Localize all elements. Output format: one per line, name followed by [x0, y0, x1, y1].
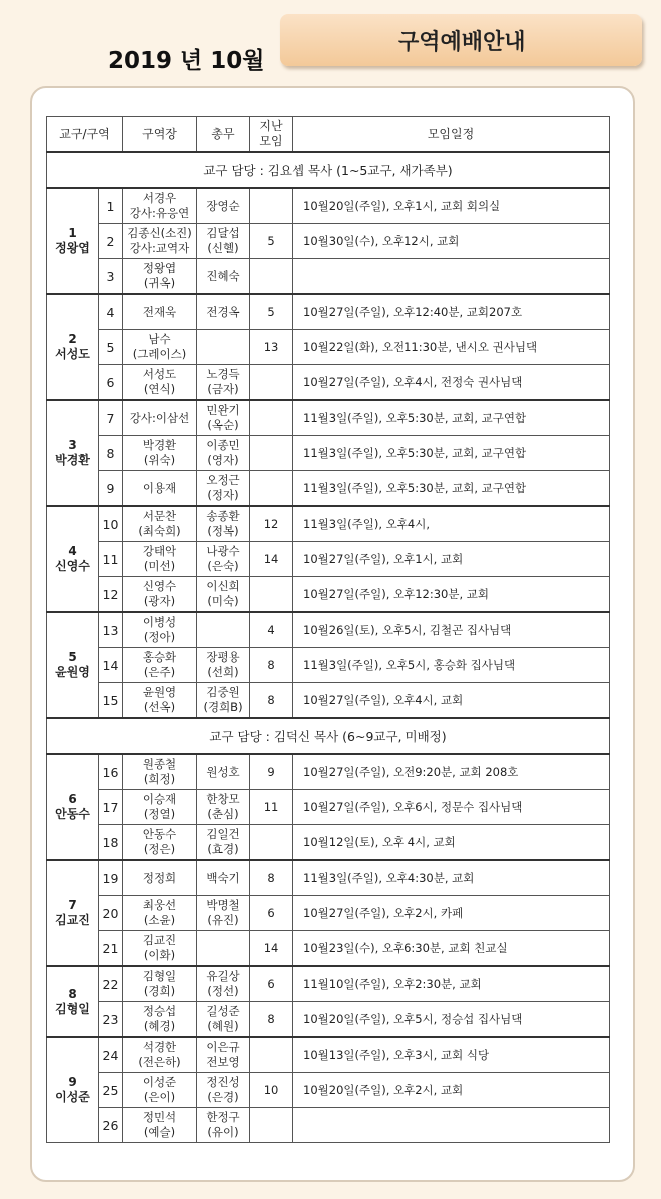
- table-row: [47, 259, 610, 295]
- table-row: [47, 224, 610, 259]
- meeting-schedule: 10월20일(주일), 오후2시, 교회: [293, 1073, 610, 1108]
- last-meeting-count: 14: [250, 542, 293, 577]
- district-secretary: 길성준 (혜원): [197, 1002, 250, 1038]
- meeting-schedule: 10월22일(화), 오전11:30분, 낸시오 권사님댁: [293, 330, 610, 365]
- district-leader: 김교진 (이화): [123, 931, 197, 967]
- last-meeting-count: 8: [250, 1002, 293, 1038]
- district-leader: 이성준 (은이): [123, 1073, 197, 1108]
- table-row: [47, 506, 610, 542]
- meeting-schedule: 11월10일(주일), 오후2:30분, 교회: [293, 966, 610, 1002]
- table-row: [47, 577, 610, 613]
- district-leader: 정왕엽 (귀옥): [123, 259, 197, 295]
- parish-cell: [47, 506, 99, 612]
- district-number: 4: [99, 294, 123, 330]
- table-header-row: [47, 117, 610, 153]
- district-leader: 이승재 (정열): [123, 790, 197, 825]
- meeting-schedule: 10월27일(주일), 오후12:40분, 교회207호: [293, 294, 610, 330]
- district-secretary: 이신희 (미숙): [197, 577, 250, 613]
- table-row: [47, 931, 610, 967]
- meeting-schedule: 10월27일(주일), 오후6시, 정문수 집사님댁: [293, 790, 610, 825]
- parish-head-name: 정왕엽: [55, 241, 90, 255]
- meeting-schedule: 10월27일(주일), 오후2시, 카페: [293, 896, 610, 931]
- parish-number: 2: [68, 332, 77, 346]
- meeting-schedule: [293, 1108, 610, 1143]
- section-label: 교구 담당 : 김덕신 목사 (6~9교구, 미배정): [47, 718, 610, 754]
- title-banner: [280, 14, 642, 66]
- district-number: 23: [99, 1002, 123, 1038]
- last-meeting-count: [250, 577, 293, 613]
- district-leader: 서경우 강사:유응연: [123, 188, 197, 224]
- col-header-last-meeting: 지난 모임: [250, 117, 293, 153]
- district-number: 3: [99, 259, 123, 295]
- parish-head-name: 김교진: [55, 913, 90, 927]
- section-header-row: [47, 152, 610, 188]
- district-leader: 전재욱: [123, 294, 197, 330]
- table-row: [47, 648, 610, 683]
- district-secretary: 정진성 (은경): [197, 1073, 250, 1108]
- meeting-schedule: [293, 259, 610, 295]
- col-header-secretary: 총무: [197, 117, 250, 153]
- table-row: [47, 754, 610, 790]
- table-row: [47, 683, 610, 719]
- district-secretary: 장영순: [197, 188, 250, 224]
- col-header-district: 교구/구역: [47, 117, 123, 153]
- district-secretary: 김일건 (효경): [197, 825, 250, 861]
- table-row: [47, 365, 610, 401]
- district-number: 8: [99, 436, 123, 471]
- last-meeting-count: 12: [250, 506, 293, 542]
- last-meeting-count: [250, 471, 293, 507]
- district-leader: 강사:이삼선: [123, 400, 197, 436]
- district-number: 10: [99, 506, 123, 542]
- parish-head-name: 서성도: [55, 347, 90, 361]
- district-secretary: 송종환 (정복): [197, 506, 250, 542]
- table-row: [47, 1037, 610, 1073]
- last-meeting-count: 5: [250, 294, 293, 330]
- last-meeting-count: 8: [250, 860, 293, 896]
- last-meeting-count: [250, 188, 293, 224]
- district-leader: 남수 (그레이스): [123, 330, 197, 365]
- last-meeting-count: [250, 1037, 293, 1073]
- district-number: 19: [99, 860, 123, 896]
- meeting-schedule: 10월12일(토), 오후 4시, 교회: [293, 825, 610, 861]
- page-heading-date: 2019 년 10월: [108, 48, 265, 74]
- last-meeting-count: 11: [250, 790, 293, 825]
- last-meeting-count: [250, 1108, 293, 1143]
- parish-number: 1: [68, 226, 77, 240]
- district-secretary: 김중원 (경희B): [197, 683, 250, 719]
- page-title: 구역예배안내: [398, 30, 526, 55]
- district-secretary: 민완기 (옥순): [197, 400, 250, 436]
- district-number: 24: [99, 1037, 123, 1073]
- parish-head-name: 안동수: [55, 807, 90, 821]
- meeting-schedule: 11월3일(주일), 오후4시,: [293, 506, 610, 542]
- parish-cell: [47, 966, 99, 1037]
- table-row: [47, 825, 610, 861]
- district-leader: 정승섭 (혜경): [123, 1002, 197, 1038]
- last-meeting-count: 5: [250, 224, 293, 259]
- parish-number: 3: [68, 438, 77, 452]
- last-meeting-count: [250, 436, 293, 471]
- meeting-schedule: 11월3일(주일), 오후5:30분, 교회, 교구연합: [293, 436, 610, 471]
- col-header-leader: 구역장: [123, 117, 197, 153]
- parish-cell: [47, 754, 99, 860]
- meeting-schedule: 10월27일(주일), 오전9:20분, 교회 208호: [293, 754, 610, 790]
- district-number: 25: [99, 1073, 123, 1108]
- parish-number: 8: [68, 986, 77, 1001]
- district-number: 14: [99, 648, 123, 683]
- last-meeting-count: 8: [250, 648, 293, 683]
- parish-number: 5: [68, 650, 77, 664]
- last-meeting-count: 6: [250, 896, 293, 931]
- table-row: [47, 436, 610, 471]
- parish-cell: [47, 1037, 99, 1143]
- parish-number: 4: [68, 544, 77, 558]
- district-secretary: 이은규 전보영: [197, 1037, 250, 1073]
- table-row: [47, 1073, 610, 1108]
- district-secretary: [197, 612, 250, 648]
- district-leader: 정민석 (예슬): [123, 1108, 197, 1143]
- parish-head-name: 이성준: [55, 1090, 90, 1104]
- table-row: [47, 294, 610, 330]
- parish-head-name: 윤원영: [55, 665, 90, 679]
- table-row: [47, 1108, 610, 1143]
- last-meeting-count: [250, 400, 293, 436]
- parish-head-name: 박경환: [55, 453, 90, 467]
- district-secretary: 전경옥: [197, 294, 250, 330]
- last-meeting-count: [250, 259, 293, 295]
- district-secretary: 김달섭 (신혤): [197, 224, 250, 259]
- parish-head-name: 신영수: [55, 559, 90, 573]
- district-secretary: 백숙기: [197, 860, 250, 896]
- meeting-schedule: 10월20일(주일), 오후5시, 정승섭 집사님댁: [293, 1002, 610, 1038]
- meeting-schedule: 11월3일(주일), 오후5시, 홍승화 집사님댁: [293, 648, 610, 683]
- district-number: 16: [99, 754, 123, 790]
- district-leader: 서문찬 (최숙희): [123, 506, 197, 542]
- district-secretary: 유길상 (정선): [197, 966, 250, 1002]
- last-meeting-count: 6: [250, 966, 293, 1002]
- district-number: 12: [99, 577, 123, 613]
- district-leader: 홍승화 (은주): [123, 648, 197, 683]
- schedule-table: [46, 116, 610, 1143]
- district-leader: 석경한 (전은하): [123, 1037, 197, 1073]
- district-secretary: 한창모 (춘심): [197, 790, 250, 825]
- district-secretary: 노경득 (금자): [197, 365, 250, 401]
- district-number: 6: [99, 365, 123, 401]
- table-row: [47, 860, 610, 896]
- table-row: [47, 896, 610, 931]
- district-leader: 김종신(소진) 강사:교역자: [123, 224, 197, 259]
- meeting-schedule: 10월27일(주일), 오후4시, 교회: [293, 683, 610, 719]
- district-number: 5: [99, 330, 123, 365]
- district-number: 21: [99, 931, 123, 967]
- last-meeting-count: 14: [250, 931, 293, 967]
- district-leader: 안동수 (정은): [123, 825, 197, 861]
- district-secretary: [197, 330, 250, 365]
- parish-number: 6: [68, 792, 77, 806]
- district-number: 26: [99, 1108, 123, 1143]
- district-secretary: 한정구 (유이): [197, 1108, 250, 1143]
- meeting-schedule: 10월26일(토), 오후5시, 김철곤 집사님댁: [293, 612, 610, 648]
- district-number: 13: [99, 612, 123, 648]
- district-secretary: 나광수 (은숙): [197, 542, 250, 577]
- table-row: [47, 330, 610, 365]
- section-label: 교구 담당 : 김요셉 목사 (1~5교구, 새가족부): [47, 152, 610, 188]
- meeting-schedule: 11월3일(주일), 오후4:30분, 교회: [293, 860, 610, 896]
- district-leader: 윤원영 (선옥): [123, 683, 197, 719]
- district-secretary: 장평용 (선희): [197, 648, 250, 683]
- meeting-schedule: 11월3일(주일), 오후5:30분, 교회, 교구연합: [293, 400, 610, 436]
- meeting-schedule: 11월3일(주일), 오후5:30분, 교회, 교구연합: [293, 471, 610, 507]
- district-leader: 정정희: [123, 860, 197, 896]
- parish-head-name: 김형일: [55, 1001, 90, 1016]
- parish-cell: [47, 188, 99, 294]
- district-number: 7: [99, 400, 123, 436]
- district-secretary: 진혜숙: [197, 259, 250, 295]
- table-row: [47, 471, 610, 507]
- meeting-schedule: 10월30일(수), 오후12시, 교회: [293, 224, 610, 259]
- parish-number: 7: [68, 898, 77, 912]
- table-row: [47, 542, 610, 577]
- district-number: 18: [99, 825, 123, 861]
- district-number: 15: [99, 683, 123, 719]
- district-secretary: 박명철 (유진): [197, 896, 250, 931]
- district-leader: 강태악 (미선): [123, 542, 197, 577]
- district-leader: 이용재: [123, 471, 197, 507]
- district-secretary: 오정근 (정자): [197, 471, 250, 507]
- district-number: 1: [99, 188, 123, 224]
- last-meeting-count: 9: [250, 754, 293, 790]
- meeting-schedule: 10월27일(주일), 오후12:30분, 교회: [293, 577, 610, 613]
- section-header-row: [47, 718, 610, 754]
- district-number: 22: [99, 966, 123, 1002]
- table-row: [47, 1002, 610, 1038]
- district-number: 20: [99, 896, 123, 931]
- district-number: 17: [99, 790, 123, 825]
- district-leader: 박경환 (위숙): [123, 436, 197, 471]
- district-secretary: [197, 931, 250, 967]
- parish-cell: [47, 860, 99, 966]
- last-meeting-count: 4: [250, 612, 293, 648]
- last-meeting-count: [250, 365, 293, 401]
- parish-cell: [47, 612, 99, 718]
- table-row: [47, 400, 610, 436]
- table-row: [47, 790, 610, 825]
- district-secretary: 이종민 (영자): [197, 436, 250, 471]
- district-leader: 원종철 (희정): [123, 754, 197, 790]
- last-meeting-count: 10: [250, 1073, 293, 1108]
- meeting-schedule: 10월27일(주일), 오후1시, 교회: [293, 542, 610, 577]
- parish-number: 9: [68, 1075, 77, 1089]
- district-leader: 서성도 (연식): [123, 365, 197, 401]
- meeting-schedule: 10월23일(수), 오후6:30분, 교회 친교실: [293, 931, 610, 967]
- last-meeting-count: 13: [250, 330, 293, 365]
- parish-cell: [47, 294, 99, 400]
- last-meeting-count: [250, 825, 293, 861]
- district-number: 11: [99, 542, 123, 577]
- meeting-schedule: 10월13일(주일), 오후3시, 교회 식당: [293, 1037, 610, 1073]
- table-row: [47, 966, 610, 1002]
- col-header-schedule: 모임일정: [293, 117, 610, 153]
- district-leader: 이병성 (정아): [123, 612, 197, 648]
- district-secretary: 원성호: [197, 754, 250, 790]
- meeting-schedule: 10월27일(주일), 오후4시, 전정숙 권사님댁: [293, 365, 610, 401]
- district-leader: 김형일 (경희): [123, 966, 197, 1002]
- last-meeting-count: 8: [250, 683, 293, 719]
- district-leader: 최웅선 (소윤): [123, 896, 197, 931]
- table-row: [47, 188, 610, 224]
- district-leader: 신영수 (광자): [123, 577, 197, 613]
- table-row: [47, 612, 610, 648]
- parish-cell: [47, 400, 99, 506]
- district-number: 9: [99, 471, 123, 507]
- meeting-schedule: 10월20일(주일), 오후1시, 교회 회의실: [293, 188, 610, 224]
- district-number: 2: [99, 224, 123, 259]
